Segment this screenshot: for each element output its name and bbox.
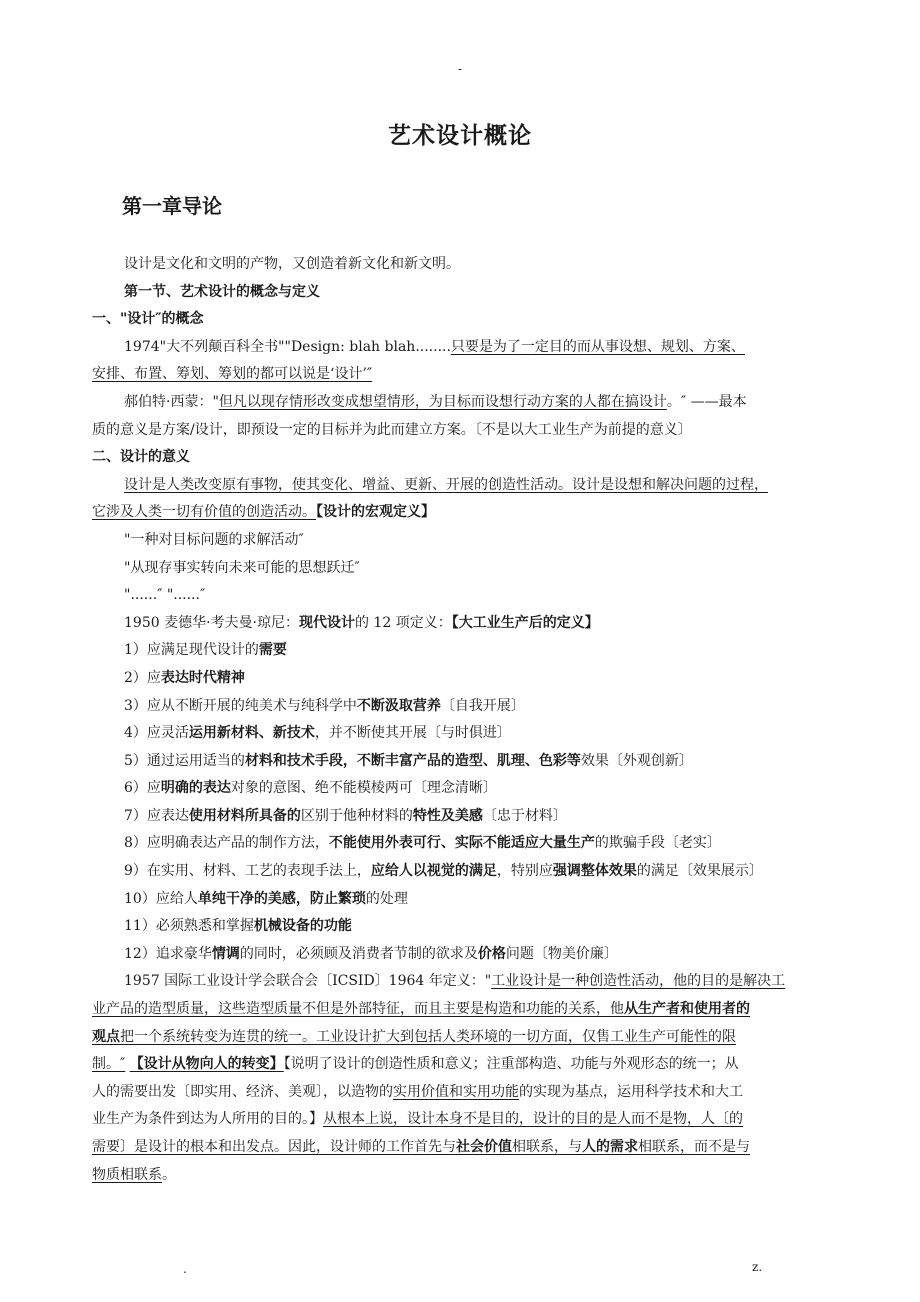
paragraph-1957-line5	[92, 1079, 857, 1107]
text-run: ，并不断使其开展〔与时俱进〕	[314, 725, 511, 742]
paragraph-1957-line8	[92, 1162, 857, 1190]
definition-item	[92, 830, 857, 858]
text-run: 的处理	[365, 890, 408, 907]
bold-underlined-run: 人的需求	[582, 1139, 638, 1155]
definition-item	[92, 748, 857, 776]
text-run: 4）应灵活	[124, 725, 189, 742]
bold-run: 不能使用外表可行、实际不能适应大量生产	[328, 835, 595, 852]
text-run: 1957 国际工业设计学会联合会〔ICSID〕1964 年定义："	[124, 973, 492, 990]
text-run: 区别于他种材料的	[300, 807, 413, 824]
underlined-run: 实用价值和实用功能	[393, 1083, 519, 1100]
underlined-run: 相联系，与	[512, 1139, 582, 1155]
text-run: 的同时，必须顾及消费者节制的欲求及	[239, 945, 478, 962]
definition-item	[92, 858, 857, 886]
bold-run: 表达时代精神	[160, 669, 245, 686]
definition-item	[92, 637, 857, 665]
text-run: 12）追求豪华	[124, 945, 212, 962]
underlined-run: 只要是为了一定目的而从事设想、规划、方案、	[450, 338, 745, 355]
text-run: 5）通过运用适当的	[124, 752, 245, 769]
subheading-concept: 一、"设计″的概念	[92, 311, 204, 328]
definition-item	[92, 886, 857, 914]
underlined-run: 需要〕是设计的根本和出发点。因此，设计师的工作首先与	[92, 1139, 456, 1155]
text-run: 1950 麦德华·考夫曼·琼尼：	[124, 614, 299, 631]
text-run: 〔自我开展〕	[440, 697, 525, 714]
paragraph-simon	[92, 389, 857, 417]
underlined-run: 物质相联系	[92, 1166, 162, 1183]
subheading-meaning: 二、设计的意义	[92, 449, 190, 466]
underlined-run: 制。″	[92, 1056, 126, 1073]
bold-run: 【大工业生产后的定义】	[451, 614, 599, 631]
text-run: 。	[162, 1166, 176, 1183]
text-run: 人的需要出发〔即实用、经济、美观〕，以造物的	[92, 1083, 393, 1100]
paragraph-1957-line4	[92, 1051, 857, 1079]
bold-run: 运用新材料、新技术	[188, 725, 315, 742]
text-run: 1）应满足现代设计的	[124, 642, 259, 659]
definition-list	[92, 637, 857, 968]
underlined-run: 相联系，而不是与	[638, 1139, 750, 1155]
intro-paragraph: 设计是文化和文明的产物，又创造着新文化和新文明。	[124, 256, 460, 272]
paragraph-1957-line3	[92, 1024, 857, 1052]
bold-run: 明确的表达	[160, 780, 231, 797]
text-run: 11）必须熟悉和掌握	[124, 918, 254, 935]
text-run: 9）在实用、材料、工艺的表现手法上，	[124, 863, 371, 880]
definition-item	[92, 803, 857, 831]
footer-left-mark: .	[183, 1262, 187, 1276]
paragraph-simon-cont: 质的意义是方案/设计，即预设一定的目标并为此而建立方案。〔不是以大工业生产为前提的意义〕	[92, 421, 692, 438]
bold-run: 应给人以视觉的满足	[370, 863, 497, 880]
text-run: 1974"大不列颠百科全书""Design: blah blah........	[124, 338, 451, 355]
definition-item	[92, 913, 857, 941]
text-run: 的满足〔效果展示〕	[636, 863, 763, 880]
paragraph-1974	[92, 334, 857, 362]
underlined-run: 工业设计是一种创造性活动，他的目的是解决工	[491, 973, 786, 990]
definition-item	[92, 941, 857, 969]
text-run: 〔忠于材料〕	[482, 807, 567, 824]
paragraph-1957-line7	[92, 1134, 857, 1162]
bold-run: 机械设备的功能	[253, 918, 352, 935]
bold-run: 材料和技术手段，不断丰富产品的造型、肌理、色彩等	[244, 752, 581, 769]
header-mark: -	[457, 62, 463, 76]
text-run: 10）应给人	[124, 890, 198, 907]
text-run: 业生产为条件到达为人所用的目的。】	[92, 1111, 323, 1128]
bold-run: 【设计的宏观定义】	[316, 504, 435, 521]
underlined-run: 它涉及人类一切有价值的创造活动。	[92, 504, 316, 521]
text-run: 对象的意图、绝不能模棱两可〔理念清晰〕	[230, 780, 497, 797]
text-run: 的 12 项定义：	[354, 614, 452, 631]
bold-run: 特性及美感	[412, 807, 483, 824]
text-run: 8）应明确表达产品的制作方法，	[124, 835, 329, 852]
definition-item	[92, 720, 857, 748]
underlined-run: 设计是人类改变原有事物，使其变化、增益、更新、开展的创造性活动。设计是设想和解决问题的过程，	[124, 476, 768, 493]
underlined-run: 把一个系统转变为连贯的统一。工业设计扩大到包括人类环境的一切方面，仅售工业生产可能性的限	[120, 1028, 736, 1045]
definition-item	[92, 775, 857, 803]
paragraph-1957-line2	[92, 996, 857, 1024]
bold-underlined-run: 社会价值	[456, 1139, 512, 1155]
document-body	[92, 251, 857, 1189]
paragraph-1950	[92, 610, 857, 638]
text-run: 【说明了设计的创造性质和意义；注重部构造、功能与外观形态的统一；从	[283, 1056, 739, 1073]
text-run: 效果〔外观创新〕	[580, 752, 693, 769]
quote-line: "从现存事实转向未来可能的思想跃迁″	[124, 559, 360, 576]
text-run: 问题〔物美价廉〕	[505, 945, 618, 962]
bold-run: 需要	[258, 642, 287, 659]
text-run: 的欺骗手段〔老实〕	[594, 835, 721, 852]
text-run: 。″ ——最本	[666, 393, 747, 410]
bold-underlined-run: 从生产者和使用者的	[624, 1001, 750, 1018]
text-run: 的实现为基点，运用科学技术和大工	[519, 1083, 743, 1100]
bold-run: 情调	[211, 945, 240, 962]
bold-run: 价格	[477, 945, 506, 962]
definition-item	[92, 665, 857, 693]
bold-underlined-run: 观点	[92, 1028, 120, 1045]
underlined-run: 安排、布置、筹划、筹划的都可以说是‘设计’″	[92, 366, 373, 383]
text-run: 2）应	[124, 669, 161, 686]
quote-line: "......″ "......″	[124, 587, 206, 604]
definition-item	[92, 693, 857, 721]
text-run: 7）应表达	[124, 807, 189, 824]
underlined-run: 业产品的造型质量，这些造型质量不但是外部特征，而且主要是构造和功能的关系，他	[92, 1001, 624, 1018]
bold-run: 使用材料所具备的	[188, 807, 301, 824]
underlined-run: 但凡以现存情形改变成想望情形，为目标而设想行动方案的人都在搞设计	[218, 393, 667, 410]
text-run: ，特别应	[496, 863, 553, 880]
document-title: 艺术设计概论	[388, 123, 532, 149]
paragraph-1957	[92, 968, 857, 996]
footer-right-mark: z.	[752, 1260, 763, 1274]
text-run: 郝伯特·西蒙："	[124, 393, 219, 410]
bold-run: 强调整体效果	[552, 863, 637, 880]
chapter-heading: 第一章导论	[122, 194, 222, 218]
underlined-run: 从根本上说，设计本身不是目的，设计的目的是人而不是物，人〔的	[323, 1111, 743, 1128]
paragraph-meaning-cont	[92, 499, 857, 527]
text-run: 6）应	[124, 780, 161, 797]
text-run: 3）应从不断开展的纯美术与纯科学中	[124, 697, 357, 714]
paragraph-1974-cont	[92, 361, 857, 389]
bold-run: 现代设计	[298, 614, 355, 631]
paragraph-meaning	[92, 472, 857, 500]
bold-run: 不断汲取营养	[356, 697, 441, 714]
quote-line: "一种对目标问题的求解活动″	[124, 531, 304, 548]
bold-run: 单纯干净的美感，防止繁琐	[197, 890, 366, 907]
section-heading: 第一节、艺术设计的概念与定义	[124, 283, 320, 300]
bold-underlined-run: 【设计从物向人的转变】	[129, 1056, 284, 1073]
paragraph-1957-line6	[92, 1106, 857, 1134]
